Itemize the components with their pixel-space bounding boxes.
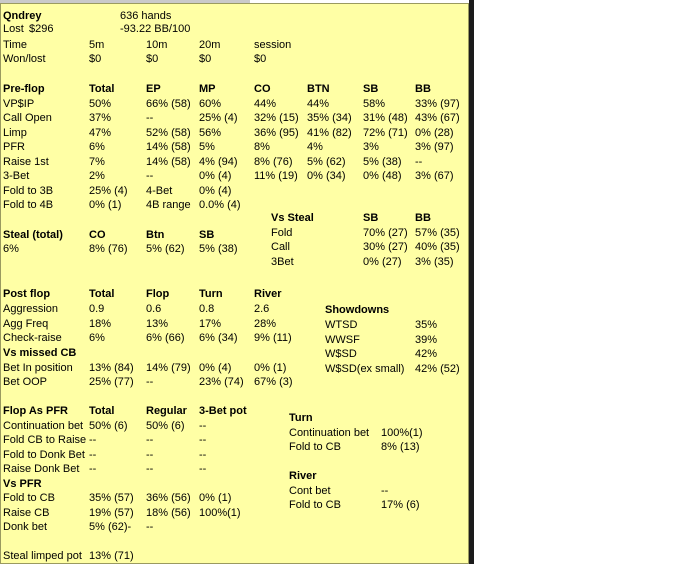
preflop-row-label: Raise 1st	[3, 156, 49, 168]
turn-title: Turn	[289, 412, 313, 424]
postflop-cell: 6%	[89, 332, 105, 344]
showdown-label: W$SD	[325, 348, 357, 360]
showdown-value: 39%	[415, 334, 438, 346]
flop-pfr-cell: --	[199, 420, 207, 432]
steal-col-btn: Btn	[146, 229, 165, 241]
postflop-cell: 6% (34)	[199, 332, 238, 344]
vs-pfr-cell: 19% (57)	[89, 507, 134, 519]
vs-steal-col-sb: SB	[363, 212, 379, 224]
postflop-cell: 9% (11)	[254, 332, 292, 344]
vs-pfr-cell: --	[146, 521, 154, 533]
preflop-cell: 14% (58)	[146, 141, 191, 153]
postflop-col-river: River	[254, 288, 282, 300]
four-bet-range-label: 4B range	[146, 199, 191, 211]
preflop-cell: 41% (82)	[307, 127, 352, 139]
preflop-cell: 37%	[89, 112, 112, 124]
turn-cell: 8% (13)	[381, 441, 420, 453]
missed-cell: 13% (84)	[89, 362, 134, 374]
preflop-cell: 44%	[307, 98, 330, 110]
showdown-value: 35%	[415, 319, 438, 331]
flop-pfr-row-label: Fold CB to Raise	[3, 434, 87, 446]
vs-pfr-row-label: Fold to CB	[3, 492, 55, 504]
flop-pfr-cell: 50% (6)	[89, 420, 128, 432]
missed-cell: 67% (3)	[254, 376, 293, 388]
preflop-row-label: Limp	[3, 127, 27, 139]
flop-pfr-title: Flop As PFR	[3, 405, 68, 417]
preflop-cell: 25% (4)	[199, 112, 238, 124]
vs-steal-cell: 0% (27)	[363, 256, 402, 268]
preflop-cell: 56%	[199, 127, 222, 139]
vs-steal-cell: 57% (35)	[415, 227, 460, 239]
fold-to-4bet-label: Fold to 4B	[3, 199, 54, 211]
vs-missed-cb-title: Vs missed CB	[3, 347, 77, 359]
steal-cell: 5% (62)	[146, 243, 185, 255]
postflop-cell: 18%	[89, 318, 112, 330]
missed-cell: --	[146, 376, 154, 388]
flop-pfr-row-label: Fold to Donk Bet	[3, 449, 85, 461]
preflop-cell: 47%	[89, 127, 112, 139]
fold-to-3bet-value: 25% (4)	[89, 185, 128, 197]
missed-cell: 0% (1)	[254, 362, 287, 374]
hud-stats-popup	[0, 3, 469, 564]
hand-count: 636 hands	[120, 10, 172, 22]
vs-pfr-cell: 0% (1)	[199, 492, 232, 504]
postflop-cell: 0.9	[89, 303, 105, 315]
showdown-value: 42% (52)	[415, 363, 460, 375]
preflop-cell: 31% (48)	[363, 112, 408, 124]
showdown-value: 42%	[415, 348, 438, 360]
preflop-cell: 8%	[254, 141, 270, 153]
wonlost-20m: $0	[199, 53, 212, 65]
player-name: Qndrey	[3, 10, 42, 22]
preflop-cell: 72% (71)	[363, 127, 408, 139]
vs-pfr-cell: 5% (62)-	[89, 521, 132, 533]
preflop-cell: 3% (97)	[415, 141, 454, 153]
time-label: Time	[3, 39, 28, 51]
missed-cell: 14% (79)	[146, 362, 191, 374]
flop-pfr-cell: --	[199, 449, 207, 461]
vs-steal-cell: 40% (35)	[415, 241, 460, 253]
fold-to-4bet-value: 0% (1)	[89, 199, 122, 211]
preflop-cell: 14% (58)	[146, 156, 191, 168]
preflop-cell: 7%	[89, 156, 105, 168]
postflop-cell: 17%	[199, 318, 222, 330]
missed-row-label: Bet In position	[3, 362, 73, 374]
steal-total-title: Steal (total)	[3, 229, 63, 241]
preflop-cell: 5%	[199, 141, 215, 153]
flop-pfr-cell: 50% (6)	[146, 420, 185, 432]
vs-steal-row-label: 3Bet	[271, 256, 294, 268]
flop-pfr-cell: --	[199, 434, 207, 446]
turn-row-label: Fold to CB	[289, 441, 341, 453]
vs-steal-cell: 3% (35)	[415, 256, 454, 268]
river-row-label: Cont bet	[289, 485, 331, 497]
vs-steal-row-label: Fold	[271, 227, 293, 239]
missed-cell: 0% (4)	[199, 362, 232, 374]
wonlost-10m: $0	[146, 53, 159, 65]
preflop-row-label: PFR	[3, 141, 25, 153]
postflop-cell: 0.6	[146, 303, 162, 315]
missed-row-label: Bet OOP	[3, 376, 48, 388]
preflop-cell: 3% (67)	[415, 170, 454, 182]
preflop-col-ep: EP	[146, 83, 161, 95]
postflop-cell: 13%	[146, 318, 169, 330]
preflop-cell: 50%	[89, 98, 112, 110]
river-cell: 17% (6)	[381, 499, 420, 511]
river-row-label: Fold to CB	[289, 499, 341, 511]
preflop-title: Pre-flop	[3, 83, 45, 95]
flop-pfr-cell: --	[89, 434, 97, 446]
four-bet-range-value: 0.0% (4)	[199, 199, 241, 211]
vs-steal-cell: 30% (27)	[363, 241, 408, 253]
fold-to-3bet-label: Fold to 3B	[3, 185, 54, 197]
preflop-cell: 33% (97)	[415, 98, 460, 110]
flop-pfr-cell: --	[89, 449, 97, 461]
flop-pfr-row-label: Continuation bet	[3, 420, 84, 432]
vs-steal-title: Vs Steal	[271, 212, 314, 224]
turn-row-label: Continuation bet	[289, 427, 370, 439]
preflop-cell: 0% (34)	[307, 170, 346, 182]
turn-cell: 100%(1)	[381, 427, 423, 439]
preflop-col-total: Total	[89, 83, 115, 95]
postflop-cell: 0.8	[199, 303, 215, 315]
preflop-cell: 32% (15)	[254, 112, 299, 124]
preflop-cell: 44%	[254, 98, 277, 110]
wonlost-5m: $0	[89, 53, 102, 65]
steal-cell: 5% (38)	[199, 243, 238, 255]
missed-cell: 25% (77)	[89, 376, 134, 388]
showdown-label: W$SD(ex small)	[325, 363, 405, 375]
preflop-cell: 60%	[199, 98, 222, 110]
flop-pfr-cell: --	[146, 449, 154, 461]
vs-steal-row-label: Call	[271, 241, 290, 253]
steal-total-value: 6%	[3, 243, 19, 255]
flop-pfr-cell: --	[146, 463, 154, 475]
preflop-cell: 11% (19)	[254, 170, 298, 182]
vs-pfr-row-label: Donk bet	[3, 521, 48, 533]
postflop-col-flop: Flop	[146, 288, 170, 300]
preflop-cell: 4% (94)	[199, 156, 238, 168]
preflop-cell: 3%	[363, 141, 379, 153]
flop-pfr-col-regular: Regular	[146, 405, 187, 417]
vs-pfr-cell: 18% (56)	[146, 507, 191, 519]
postflop-cell: 2.6	[254, 303, 270, 315]
preflop-cell: 36% (95)	[254, 127, 299, 139]
postflop-row-label: Agg Freq	[3, 318, 49, 330]
flop-pfr-cell: --	[89, 463, 97, 475]
vs-pfr-row-label: Raise CB	[3, 507, 50, 519]
preflop-cell: 0% (48)	[363, 170, 402, 182]
time-col-5m: 5m	[89, 39, 105, 51]
preflop-row-label: 3-Bet	[3, 170, 30, 182]
preflop-cell: 5% (62)	[307, 156, 346, 168]
preflop-cell: 52% (58)	[146, 127, 191, 139]
preflop-cell: 35% (34)	[307, 112, 352, 124]
vs-steal-cell: 70% (27)	[363, 227, 408, 239]
postflop-row-label: Check-raise	[3, 332, 62, 344]
showdowns-title: Showdowns	[325, 304, 390, 316]
postflop-cell: 6% (66)	[146, 332, 185, 344]
vs-pfr-cell: 35% (57)	[89, 492, 134, 504]
wonlost-label: Won/lost	[3, 53, 46, 65]
preflop-cell: --	[415, 156, 423, 168]
time-col-20m: 20m	[199, 39, 221, 51]
postflop-col-turn: Turn	[199, 288, 223, 300]
preflop-cell: --	[146, 170, 154, 182]
steal-col-sb: SB	[199, 229, 215, 241]
preflop-cell: 8% (76)	[254, 156, 293, 168]
showdown-label: WWSF	[325, 334, 360, 346]
steal-limped-label: Steal limped pot	[3, 550, 82, 562]
flop-pfr-cell: --	[199, 463, 207, 475]
preflop-cell: 0% (4)	[199, 170, 232, 182]
river-cell: --	[381, 485, 389, 497]
showdown-label: WTSD	[325, 319, 358, 331]
preflop-cell: 58%	[363, 98, 386, 110]
vs-pfr-cell: 36% (56)	[146, 492, 191, 504]
wonlost-session: $0	[254, 53, 267, 65]
steal-col-co: CO	[89, 229, 106, 241]
vs-pfr-title: Vs PFR	[3, 478, 42, 490]
preflop-cell: --	[146, 112, 154, 124]
preflop-cell: 0% (28)	[415, 127, 454, 139]
lost-label: Lost	[3, 23, 24, 35]
postflop-row-label: Aggression	[3, 303, 59, 315]
preflop-row-label: VP$IP	[3, 98, 35, 110]
preflop-col-btn: BTN	[307, 83, 330, 95]
preflop-col-bb: BB	[415, 83, 431, 95]
preflop-cell: 4%	[307, 141, 323, 153]
four-bet-value: 0% (4)	[199, 185, 232, 197]
flop-pfr-col-3bet: 3-Bet pot	[199, 405, 247, 417]
postflop-col-total: Total	[89, 288, 115, 300]
steal-limped-value: 13% (71)	[89, 550, 134, 562]
bb-per-100: -93.22 BB/100	[120, 23, 191, 35]
window-edge	[469, 0, 474, 564]
lost-value: $296	[29, 23, 54, 35]
preflop-col-mp: MP	[199, 83, 216, 95]
flop-pfr-col-total: Total	[89, 405, 115, 417]
preflop-row-label: Call Open	[3, 112, 52, 124]
preflop-col-co: CO	[254, 83, 271, 95]
preflop-cell: 5% (38)	[363, 156, 402, 168]
preflop-cell: 43% (67)	[415, 112, 460, 124]
preflop-cell: 6%	[89, 141, 105, 153]
vs-steal-col-bb: BB	[415, 212, 431, 224]
flop-pfr-cell: --	[146, 434, 154, 446]
missed-cell: 23% (74)	[199, 376, 244, 388]
postflop-cell: 28%	[254, 318, 277, 330]
preflop-col-sb: SB	[363, 83, 379, 95]
preflop-cell: 2%	[89, 170, 105, 182]
preflop-cell: 66% (58)	[146, 98, 191, 110]
steal-cell: 8% (76)	[89, 243, 128, 255]
postflop-title: Post flop	[3, 288, 51, 300]
vs-pfr-cell: 100%(1)	[199, 507, 241, 519]
flop-pfr-row-label: Raise Donk Bet	[3, 463, 80, 475]
river-title: River	[289, 470, 317, 482]
time-col-10m: 10m	[146, 39, 168, 51]
four-bet-label: 4-Bet	[146, 185, 173, 197]
time-col-session: session	[254, 39, 292, 51]
